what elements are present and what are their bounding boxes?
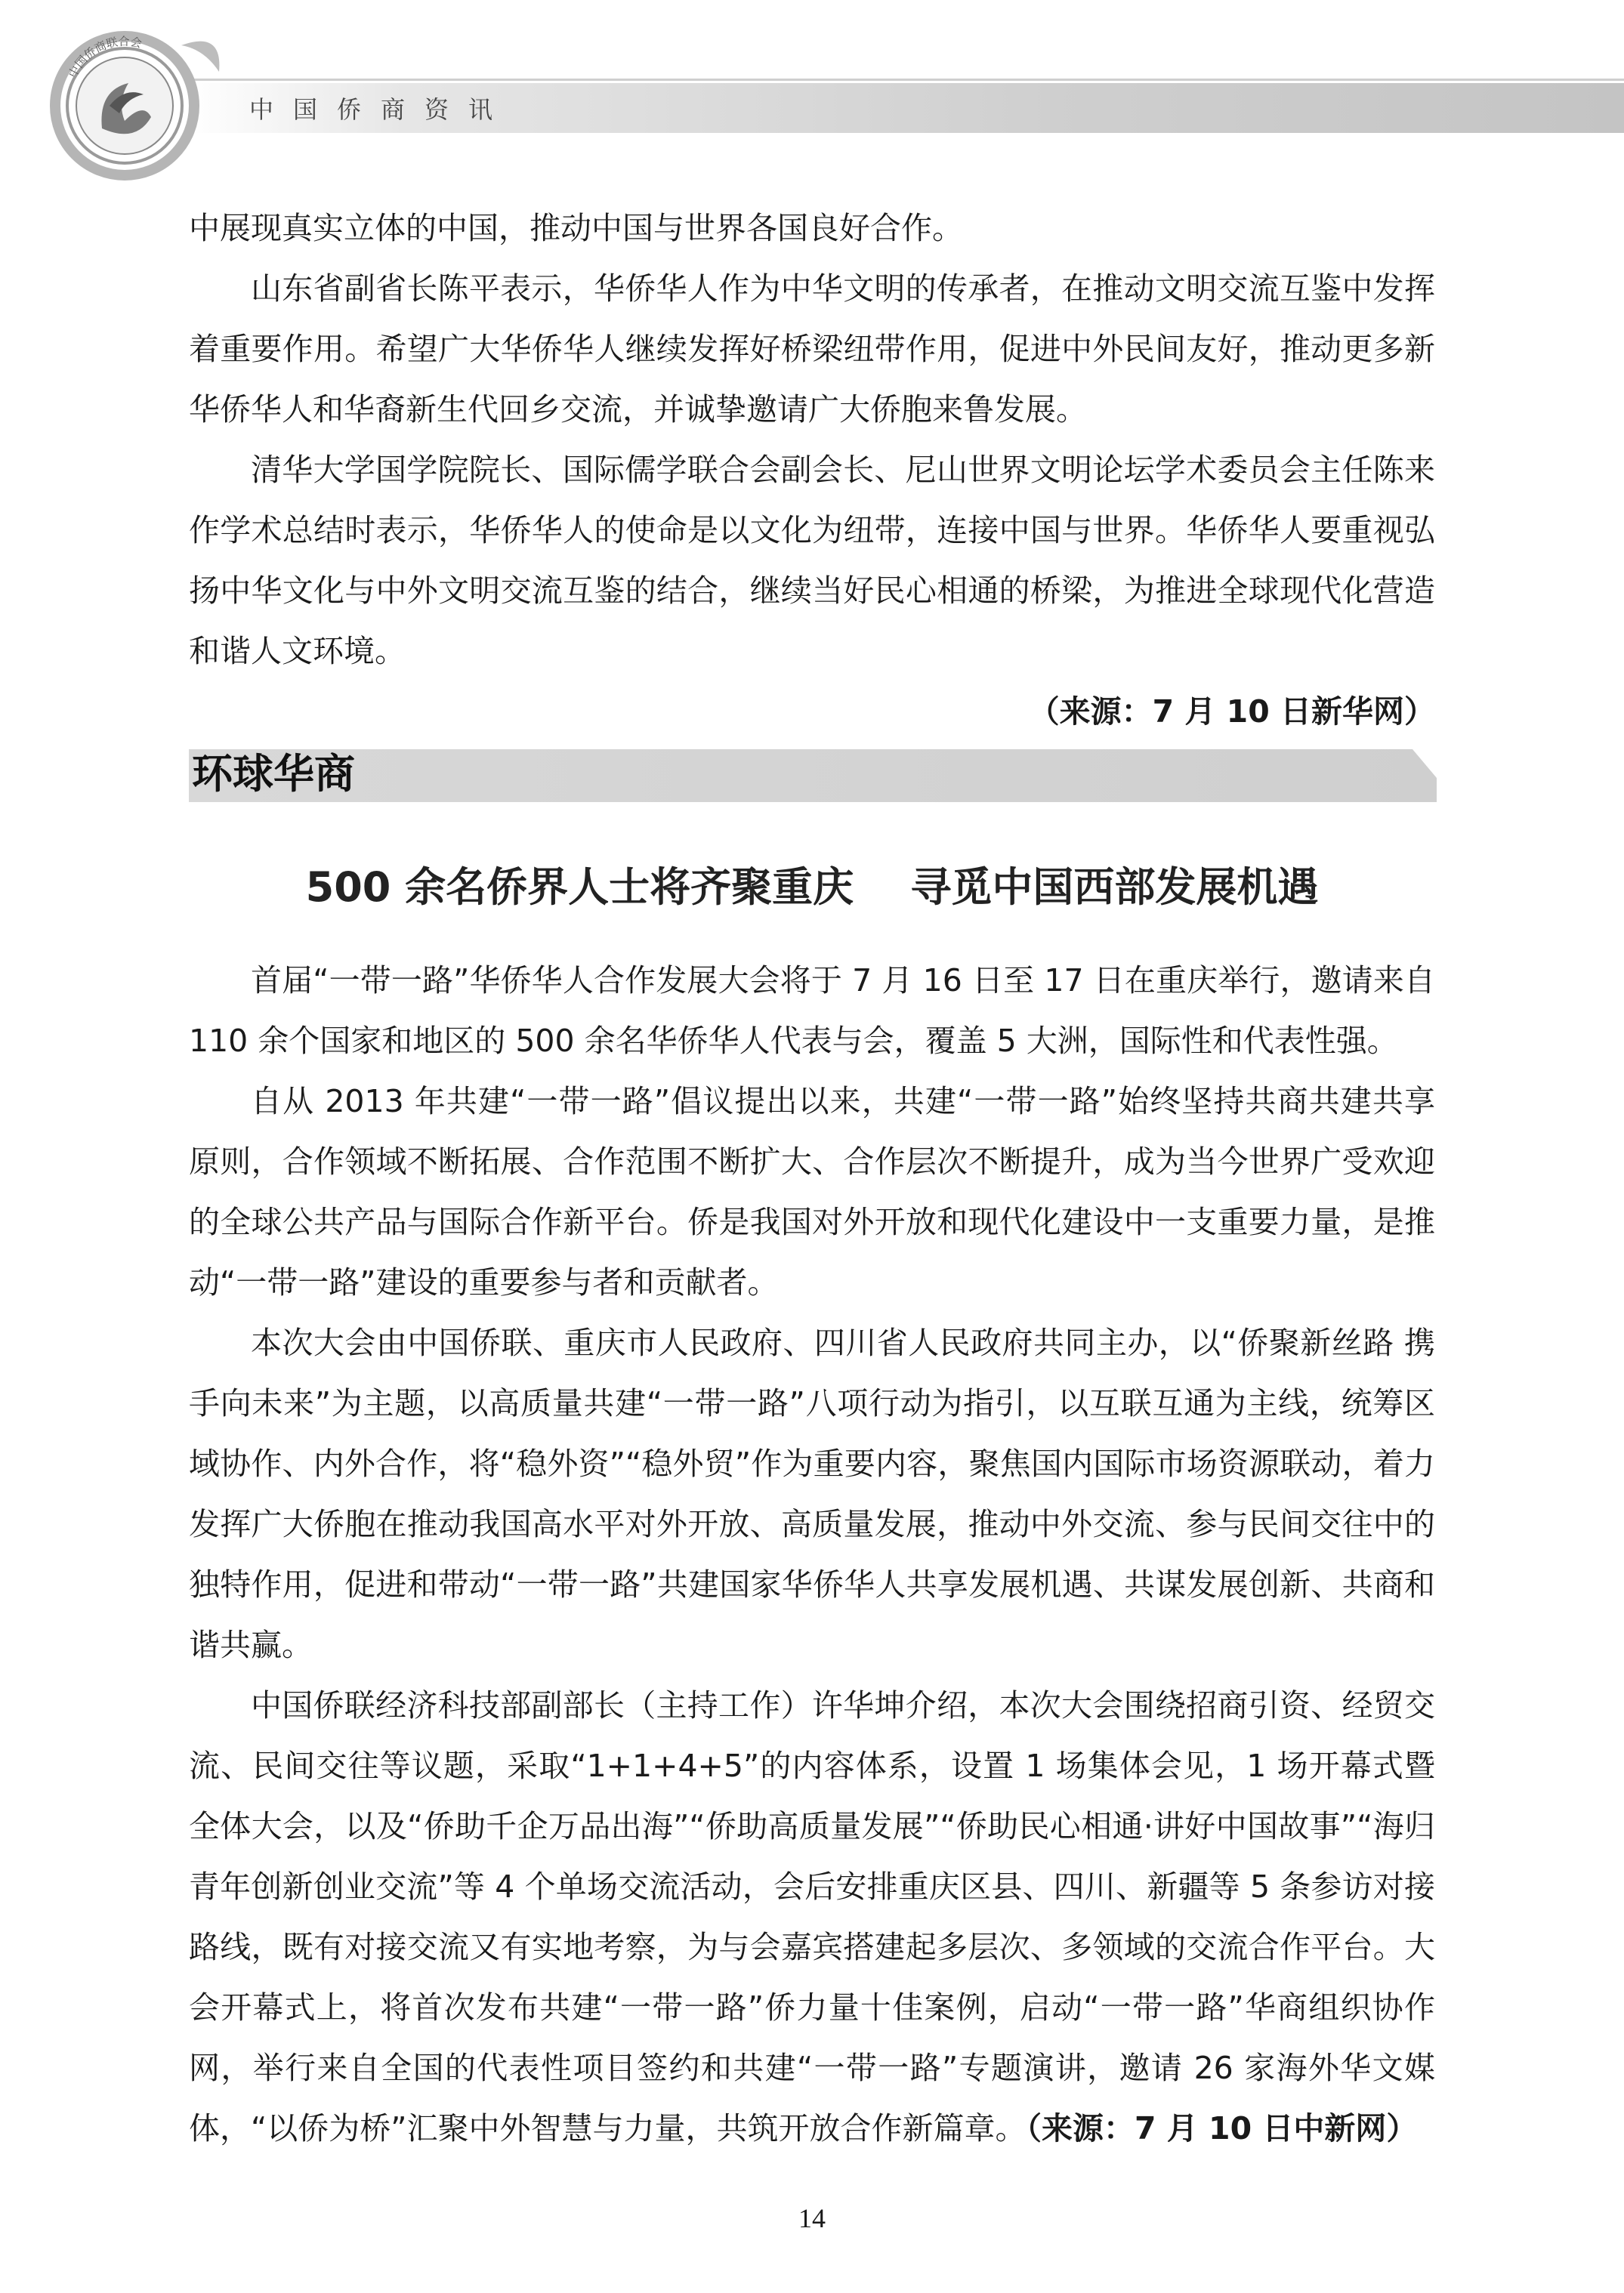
article-title: 500 余名侨界人士将齐聚重庆 寻觅中国西部发展机遇	[305, 863, 1319, 911]
article-body	[189, 950, 1435, 2159]
article-paragraph-1: 首届“一带一路”华侨华人合作发展大会将于 7 月 16 日至 17 日在重庆举行，邀请来自 110 余个国家和地区的 500 余名华侨华人代表与会，覆盖 5 大洲，国际性和代表性强。	[189, 962, 1435, 1059]
section-title: 环球华商	[192, 750, 355, 798]
article-paragraph-2: 自从 2013 年共建“一带一路”倡议提出以来，共建“一带一路”始终坚持共商共建共享原则，合作领域不断拓展、合作范围不断扩大、合作层次不断提升，成为当今世界广受欢迎的全球公共产品与国际合作新平台。侨是我国对外开放和现代化建设中一支重要力量，是推动“一带一路”建设的重要参与者和贡献者。	[189, 1083, 1435, 1301]
intro-source: （来源：7 月 10 日新华网）	[1028, 693, 1435, 730]
intro-block	[189, 198, 1435, 742]
article-source: （来源：7 月 10 日中新网）	[1026, 2110, 1418, 2146]
intro-paragraph-3: 清华大学国学院院长、国际儒学联合会副会长、尼山世界文明论坛学术委员会主任陈来作学术总结时表示，华侨华人的使命是以文化为纽带，连接中国与世界。华侨华人要重视弘扬中华文化与中外文明交流互鉴的结合，继续当好民心相通的桥梁，为推进全球现代化营造和谐人文环境。	[189, 452, 1435, 669]
article-paragraph-4-text: 中国侨联经济科技部副部长（主持工作）许华坤介绍，本次大会围绕招商引资、经贸交流、民间交往等议题，采取“1+1+4+5”的内容体系，设置 1 场集体会见，1 场开幕式暨全体大会，以及“侨助千企万品出海”“侨助高质量发展”“侨助民心相通·讲好中国故事”“海归青年创新创业交流”等 4 个单场交流活动，会后安排重庆区县、四川、新疆等 5 条参访对接路线，既有对接交流又有实地考察，为与会嘉宾搭建起多层次、多领域的交流合作平台。大会开幕式上，将首次发布共建“一带一路”侨力量十佳案例，启动“一带一路”华商组织协作网，举行来自全国的代表性项目签约和共建“一带一路”专题演讲，邀请 26 家海外华文媒体，“以侨为桥”汇聚中外智慧与力量，共筑开放合作新篇章。	[189, 1687, 1435, 2146]
intro-paragraph-2: 山东省副省长陈平表示，华侨华人作为中华文明的传承者，在推动文明交流互鉴中发挥着重要作用。希望广大华侨华人继续发挥好桥梁纽带作用，促进中外民间友好，推动更多新华侨华人和华裔新生代回乡交流，并诚挚邀请广大侨胞来鲁发展。	[189, 270, 1435, 427]
page-number: 14	[798, 2203, 826, 2233]
intro-paragraph-1: 中展现真实立体的中国，推动中国与世界各国良好合作。	[189, 210, 963, 246]
logo-text: 中国侨商联合会	[66, 34, 144, 80]
article-paragraph-4	[189, 1675, 1435, 2159]
header-title: 中国侨商资讯	[249, 95, 513, 124]
logo-emblem	[30, 15, 234, 181]
article-paragraph-3: 本次大会由中国侨联、重庆市人民政府、四川省人民政府共同主办，以“侨聚新丝路 携手向未来”为主题，以高质量共建“一带一路”八项行动为指引，以互联互通为主线，统筹区域协作、内外合作，将“稳外资”“稳外贸”作为重要内容，聚焦国内国际市场资源联动，着力发挥广大侨胞在推动我国高水平对外开放、高质量发展，推动中外交流、参与民间交往中的独特作用，促进和带动“一带一路”共建国家华侨华人共享发展机遇、共谋发展创新、共商和谐共赢。	[189, 1325, 1435, 1663]
header-rule	[189, 79, 1624, 81]
section-header-bar	[189, 749, 1437, 802]
